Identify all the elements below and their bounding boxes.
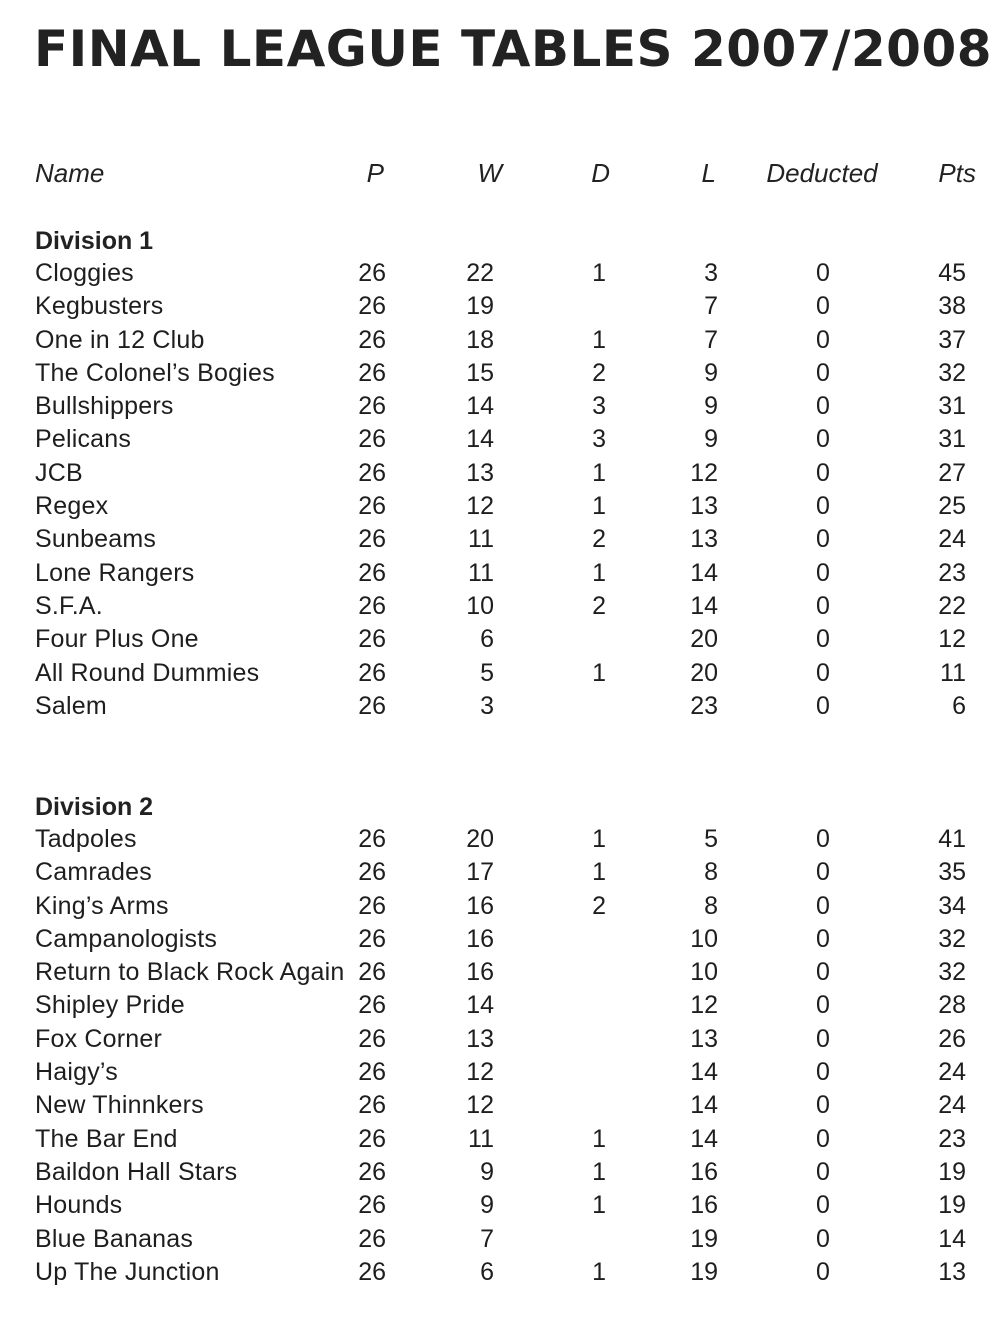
won-value: 15 (466, 358, 494, 387)
table-row (0, 1223, 1000, 1256)
drawn-value: 2 (592, 358, 606, 387)
drawn-value: 1 (592, 1157, 606, 1186)
deducted-value: 0 (816, 259, 830, 287)
deducted-value: 0 (816, 591, 830, 620)
played-value: 26 (358, 1157, 386, 1186)
table-row (0, 1089, 1000, 1122)
deducted-value: 0 (816, 1091, 830, 1120)
lost-value: 14 (690, 1091, 718, 1120)
table-row (0, 257, 1000, 290)
column-header-name: Name (35, 158, 105, 188)
table-row (0, 324, 1000, 357)
points-value: 45 (938, 259, 966, 287)
points-value: 6 (952, 691, 966, 720)
played-value: 26 (358, 558, 386, 587)
played-value: 26 (358, 991, 386, 1020)
lost-value: 3 (704, 259, 718, 287)
lost-value: 7 (704, 325, 718, 354)
table-row (0, 490, 1000, 523)
table-row (0, 1189, 1000, 1222)
deducted-value: 0 (816, 858, 830, 887)
points-value: 41 (938, 825, 966, 853)
team-name: Cloggies (35, 259, 134, 287)
won-value: 3 (480, 691, 494, 720)
team-name: Campanologists (35, 924, 218, 953)
drawn-value: 3 (592, 425, 606, 454)
table-row (0, 890, 1000, 923)
table-row (0, 623, 1000, 656)
division-rows (0, 823, 1000, 1289)
points-value: 31 (938, 392, 966, 421)
points-value: 13 (938, 1257, 966, 1286)
played-value: 26 (358, 825, 386, 853)
table-row (0, 423, 1000, 456)
played-value: 26 (358, 425, 386, 454)
lost-value: 14 (690, 591, 718, 620)
played-value: 26 (358, 1024, 386, 1053)
drawn-value: 1 (592, 825, 606, 853)
played-value: 26 (358, 1224, 386, 1253)
table-row (0, 390, 1000, 423)
played-value: 26 (358, 292, 386, 321)
team-name: Camrades (35, 858, 152, 887)
lost-value: 20 (690, 625, 718, 654)
points-value: 27 (938, 458, 966, 487)
deducted-value: 0 (816, 1224, 830, 1253)
deducted-value: 0 (816, 1024, 830, 1053)
team-name: Shipley Pride (35, 991, 185, 1020)
won-value: 7 (480, 1224, 494, 1253)
table-row (0, 989, 1000, 1022)
table-row (0, 690, 1000, 723)
team-name: Regex (35, 492, 109, 521)
deducted-value: 0 (816, 558, 830, 587)
team-name: King’s Arms (35, 891, 169, 920)
column-header-points: Pts (938, 158, 976, 188)
won-value: 17 (466, 858, 494, 887)
team-name: All Round Dummies (35, 658, 260, 687)
column-header-drawn: D (591, 158, 610, 188)
team-name: New Thinnkers (35, 1091, 204, 1120)
table-row (0, 823, 1000, 856)
won-value: 11 (468, 1124, 494, 1153)
drawn-value: 3 (592, 392, 606, 421)
lost-value: 12 (690, 991, 718, 1020)
played-value: 26 (358, 691, 386, 720)
drawn-value: 1 (592, 858, 606, 887)
lost-value: 5 (704, 825, 718, 853)
lost-value: 10 (690, 958, 718, 987)
lost-value: 13 (690, 492, 718, 521)
played-value: 26 (358, 924, 386, 953)
points-value: 31 (938, 425, 966, 454)
team-name: The Colonel’s Bogies (35, 358, 275, 387)
team-name: Up The Junction (35, 1257, 220, 1286)
won-value: 9 (480, 1191, 494, 1220)
won-value: 16 (466, 924, 494, 953)
table-row (0, 357, 1000, 390)
won-value: 11 (468, 558, 494, 587)
points-value: 14 (938, 1224, 966, 1253)
deducted-value: 0 (816, 1157, 830, 1186)
points-value: 38 (938, 292, 966, 321)
played-value: 26 (358, 325, 386, 354)
team-name: Pelicans (35, 425, 132, 454)
points-value: 32 (938, 358, 966, 387)
drawn-value: 1 (592, 325, 606, 354)
points-value: 25 (938, 492, 966, 521)
table-row (0, 657, 1000, 690)
played-value: 26 (358, 358, 386, 387)
points-value: 24 (938, 1091, 966, 1120)
page-title: FINAL LEAGUE TABLES 2007/2008 (34, 20, 993, 78)
lost-value: 13 (690, 1024, 718, 1053)
played-value: 26 (358, 1058, 386, 1087)
team-name: S.F.A. (35, 591, 103, 620)
lost-value: 16 (690, 1157, 718, 1186)
lost-value: 7 (704, 292, 718, 321)
played-value: 26 (358, 858, 386, 887)
table-row (0, 923, 1000, 956)
column-header-won: W (477, 158, 502, 188)
deducted-value: 0 (816, 991, 830, 1020)
lost-value: 19 (690, 1257, 718, 1286)
drawn-value: 1 (592, 458, 606, 487)
played-value: 26 (358, 525, 386, 554)
team-name: Haigy’s (35, 1058, 118, 1087)
points-value: 35 (938, 858, 966, 887)
played-value: 26 (358, 591, 386, 620)
lost-value: 8 (704, 858, 718, 887)
lost-value: 20 (690, 658, 718, 687)
played-value: 26 (358, 492, 386, 521)
deducted-value: 0 (816, 958, 830, 987)
played-value: 26 (358, 1124, 386, 1153)
table-row (0, 457, 1000, 490)
table-row (0, 1256, 1000, 1289)
drawn-value: 2 (592, 525, 606, 554)
deducted-value: 0 (816, 658, 830, 687)
deducted-value: 0 (816, 1257, 830, 1286)
deducted-value: 0 (816, 1191, 830, 1220)
won-value: 13 (466, 458, 494, 487)
deducted-value: 0 (816, 1058, 830, 1087)
table-row (0, 523, 1000, 556)
lost-value: 14 (690, 1058, 718, 1087)
won-value: 14 (466, 991, 494, 1020)
won-value: 6 (480, 1257, 494, 1286)
lost-value: 14 (690, 1124, 718, 1153)
lost-value: 23 (690, 691, 718, 720)
team-name: Hounds (35, 1191, 123, 1220)
team-name: Bullshippers (35, 392, 174, 421)
won-value: 12 (466, 492, 494, 521)
won-value: 11 (468, 525, 494, 554)
deducted-value: 0 (816, 525, 830, 554)
played-value: 26 (358, 1191, 386, 1220)
team-name: Salem (35, 691, 107, 720)
won-value: 19 (466, 292, 494, 321)
deducted-value: 0 (816, 924, 830, 953)
points-value: 32 (938, 958, 966, 987)
column-header-deducted: Deducted (766, 158, 878, 188)
team-name: Lone Rangers (35, 558, 195, 587)
points-value: 26 (938, 1024, 966, 1053)
division-rows (0, 257, 1000, 723)
deducted-value: 0 (816, 458, 830, 487)
points-value: 19 (938, 1157, 966, 1186)
drawn-value: 1 (592, 658, 606, 687)
column-header-played: P (366, 158, 384, 188)
points-value: 24 (938, 1058, 966, 1087)
team-name: Blue Bananas (35, 1224, 194, 1253)
points-value: 12 (938, 625, 966, 654)
points-value: 19 (938, 1191, 966, 1220)
won-value: 13 (466, 1024, 494, 1053)
played-value: 26 (358, 259, 386, 287)
won-value: 12 (466, 1091, 494, 1120)
won-value: 16 (466, 958, 494, 987)
deducted-value: 0 (816, 625, 830, 654)
points-value: 22 (938, 591, 966, 620)
lost-value: 9 (704, 425, 718, 454)
points-value: 11 (940, 658, 966, 687)
team-name: Four Plus One (35, 625, 199, 654)
won-value: 6 (480, 625, 494, 654)
points-value: 28 (938, 991, 966, 1020)
drawn-value: 1 (592, 1257, 606, 1286)
played-value: 26 (358, 392, 386, 421)
drawn-value: 1 (592, 492, 606, 521)
lost-value: 19 (690, 1224, 718, 1253)
points-value: 32 (938, 924, 966, 953)
drawn-value: 2 (592, 891, 606, 920)
team-name: Return to Black Rock Again (35, 958, 345, 987)
table-row (0, 590, 1000, 623)
team-name: JCB (35, 458, 83, 487)
points-value: 34 (938, 891, 966, 920)
team-name: One in 12 Club (35, 325, 205, 354)
deducted-value: 0 (816, 325, 830, 354)
deducted-value: 0 (816, 492, 830, 521)
table-row (0, 956, 1000, 989)
deducted-value: 0 (816, 691, 830, 720)
lost-value: 9 (704, 392, 718, 421)
points-value: 23 (938, 1124, 966, 1153)
deducted-value: 0 (816, 392, 830, 421)
team-name: Kegbusters (35, 292, 164, 321)
points-value: 24 (938, 525, 966, 554)
lost-value: 12 (690, 458, 718, 487)
won-value: 18 (466, 325, 494, 354)
table-row (0, 1056, 1000, 1089)
team-name: Sunbeams (35, 525, 157, 554)
lost-value: 13 (690, 525, 718, 554)
points-value: 37 (938, 325, 966, 354)
played-value: 26 (358, 1091, 386, 1120)
won-value: 14 (466, 425, 494, 454)
deducted-value: 0 (816, 358, 830, 387)
points-value: 23 (938, 558, 966, 587)
deducted-value: 0 (816, 292, 830, 321)
deducted-value: 0 (816, 1124, 830, 1153)
drawn-value: 2 (592, 591, 606, 620)
played-value: 26 (358, 891, 386, 920)
team-name: Tadpoles (35, 825, 137, 853)
won-value: 9 (480, 1157, 494, 1186)
team-name: Fox Corner (35, 1024, 163, 1053)
deducted-value: 0 (816, 891, 830, 920)
played-value: 26 (358, 625, 386, 654)
drawn-value: 1 (592, 1191, 606, 1220)
won-value: 22 (466, 259, 494, 287)
division-title: Division 1 (35, 227, 154, 255)
lost-value: 14 (690, 558, 718, 587)
table-row (0, 1123, 1000, 1156)
played-value: 26 (358, 658, 386, 687)
won-value: 20 (466, 825, 494, 853)
table-row (0, 1156, 1000, 1189)
team-name: Baildon Hall Stars (35, 1157, 238, 1186)
won-value: 5 (480, 658, 494, 687)
lost-value: 16 (690, 1191, 718, 1220)
won-value: 16 (466, 891, 494, 920)
lost-value: 9 (704, 358, 718, 387)
drawn-value: 1 (592, 1124, 606, 1153)
won-value: 12 (466, 1058, 494, 1087)
deducted-value: 0 (816, 825, 830, 853)
column-header-lost: L (701, 158, 716, 188)
played-value: 26 (358, 458, 386, 487)
lost-value: 8 (704, 891, 718, 920)
table-row (0, 1023, 1000, 1056)
played-value: 26 (358, 1257, 386, 1286)
deducted-value: 0 (816, 425, 830, 454)
table-row (0, 557, 1000, 590)
team-name: The Bar End (35, 1124, 178, 1153)
drawn-value: 1 (592, 558, 606, 587)
table-header (0, 150, 1000, 196)
division-title: Division 2 (35, 793, 154, 821)
table-row (0, 856, 1000, 889)
won-value: 10 (466, 591, 494, 620)
table-row (0, 290, 1000, 323)
drawn-value: 1 (592, 259, 606, 287)
won-value: 14 (466, 392, 494, 421)
played-value: 26 (358, 958, 386, 987)
lost-value: 10 (690, 924, 718, 953)
